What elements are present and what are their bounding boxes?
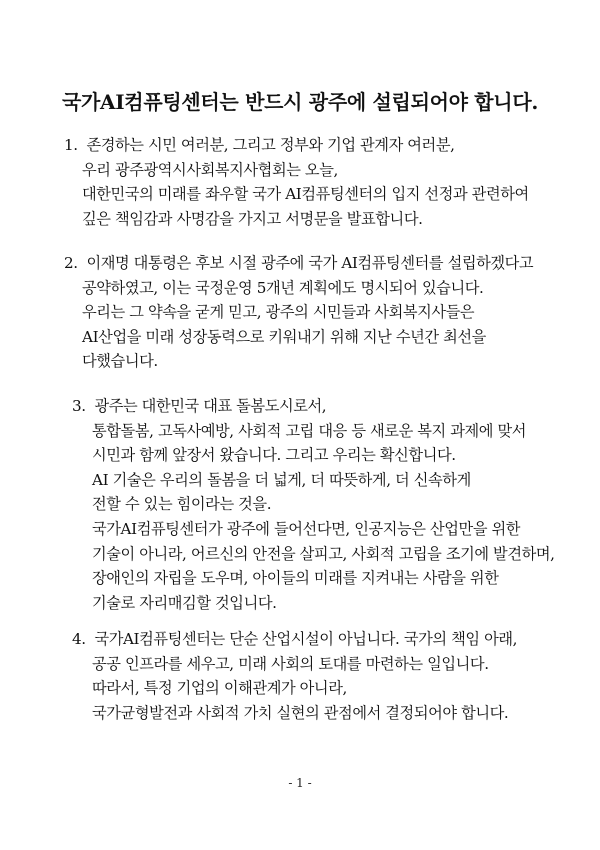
section-3-line-7: 기술이 아니라, 어르신의 안전을 살피고, 사회적 고립을 조기에 발견하며, [92,544,555,563]
section-3-line-2: 통합돌봄, 고독사예방, 사회적 고립 대응 등 새로운 복지 과제에 맞서 [92,421,527,440]
section-3-line-6: 국가AI컴퓨팅센터가 광주에 들어선다면, 인공지능은 산업만을 위한 [92,519,521,538]
section-3-line-4: AI 기술은 우리의 돌봄을 더 넓게, 더 따뜻하게, 더 신속하게 [92,470,471,489]
section-1-text-1: 존경하는 시민 여러분, 그리고 정부와 기업 관계자 여러분, [86,136,455,154]
section-4-number: 4. [72,630,86,648]
section-3 [72,394,555,615]
section-3-text-1: 광주는 대한민국 대표 돌봄도시로서, [94,397,327,415]
section-3-line-1 [72,394,555,419]
document-title: 국가AI컴퓨팅센터는 반드시 광주에 설립되어야 합니다. [61,90,539,114]
section-3-line-9: 기술로 자리매김할 것입니다. [92,593,277,612]
section-4-line-2: 공공 인프라를 세우고, 미래 사회의 토대를 마련하는 일입니다. [92,654,489,673]
section-3-line-5: 전할 수 있는 힘이라는 것을. [92,495,272,514]
section-2 [64,251,533,374]
section-1-line-3: 대한민국의 미래를 좌우할 국가 AI컴퓨팅센터의 입지 선정과 관련하여 [82,185,529,204]
section-4-line-3: 따라서, 특정 기업의 이해관계가 아니라, [92,679,347,698]
section-3-number: 3. [72,397,86,415]
section-2-line-4: AI산업을 미래 성장동력으로 키워내기 위해 지난 수년간 최선을 [82,327,486,346]
section-2-line-1 [64,251,533,276]
section-1-line-1 [64,133,529,158]
section-4 [72,627,517,725]
section-1-line-2: 우리 광주광역시사회복지사협회는 오늘, [82,160,338,179]
section-1-line-4: 깊은 책임감과 사명감을 가지고 서명문을 발표합니다. [82,209,423,228]
section-1 [64,133,529,231]
section-4-text-1: 국가AI컴퓨팅센터는 단순 산업시설이 아닙니다. 국가의 책임 아래, [94,630,518,648]
section-4-line-1 [72,627,517,652]
page-number: - 1 - [288,776,312,790]
section-2-number: 2. [64,254,78,272]
section-2-line-3: 우리는 그 약속을 굳게 믿고, 광주의 시민들과 사회복지사들은 [82,303,475,322]
section-2-text-1: 이재명 대통령은 후보 시절 광주에 국가 AI컴퓨팅센터를 설립하겠다고 [86,254,534,272]
section-4-line-4: 국가균형발전과 사회적 가치 실현의 관점에서 결정되어야 합니다. [92,703,509,722]
section-2-line-2: 공약하였고, 이는 국정운영 5개년 계획에도 명시되어 있습니다. [82,278,484,297]
section-2-line-5: 다했습니다. [82,352,158,371]
section-3-line-8: 장애인의 자립을 도우며, 아이들의 미래를 지켜내는 사람을 위한 [92,569,499,588]
section-1-number: 1. [64,136,78,154]
section-3-line-3: 시민과 함께 앞장서 왔습니다. 그리고 우리는 확신합니다. [92,446,456,465]
